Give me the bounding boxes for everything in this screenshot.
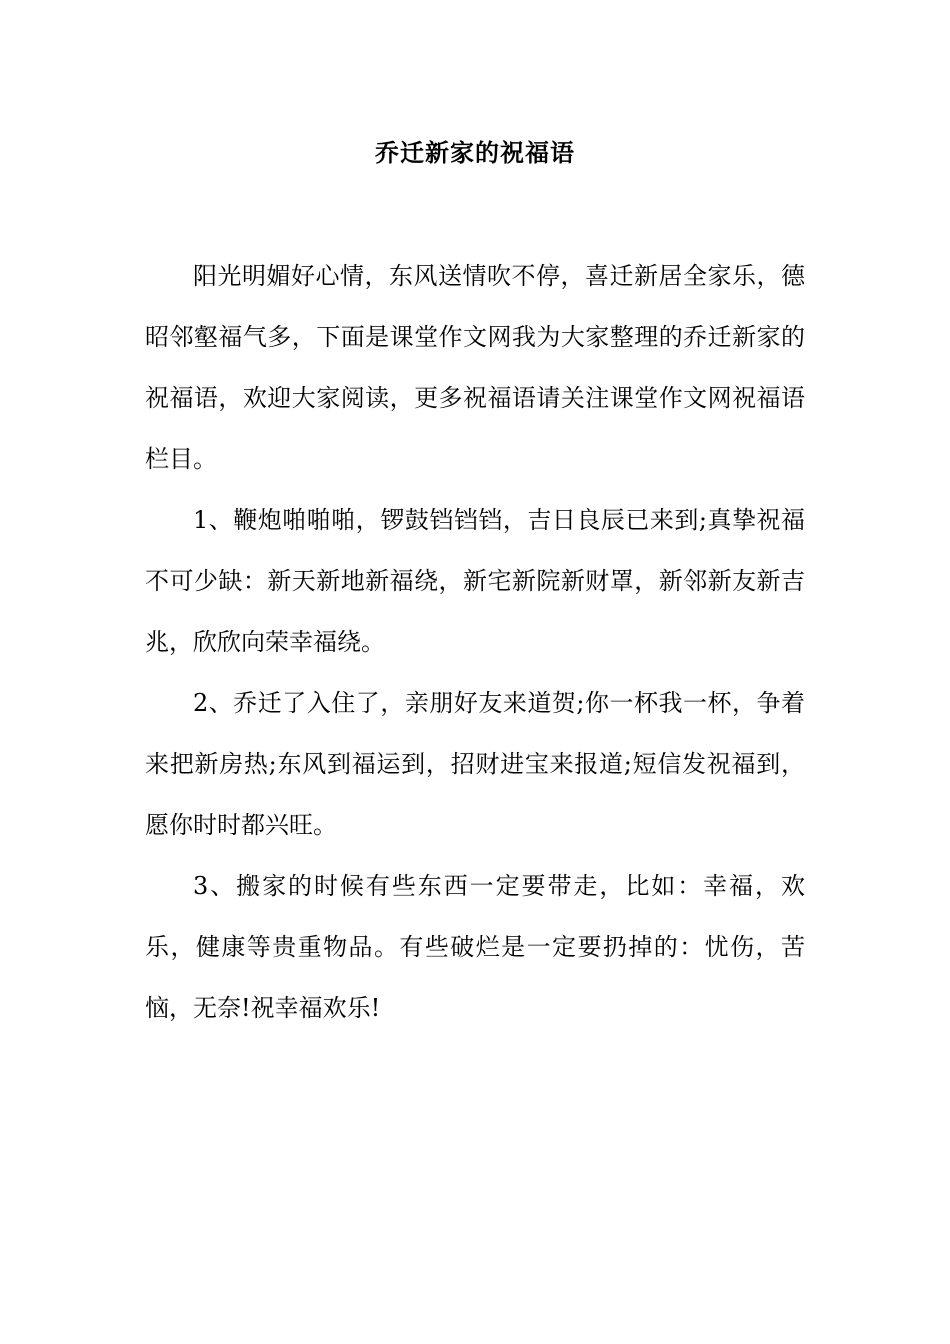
document-body bbox=[145, 246, 805, 1039]
blessing-paragraph-1: 1、鞭炮啪啪啪，锣鼓铛铛铛，吉日良辰已来到;真挚祝福不可少缺：新天新地新福绕，新宅新院新财罩，新邻新友新吉兆，欣欣向荣幸福绕。 bbox=[145, 506, 805, 656]
blessing-paragraph-3: 3、搬家的时候有些东西一定要带走，比如：幸福，欢乐，健康等贵重物品。有些破烂是一定要扔掉的：忧伤，苦恼，无奈!祝幸福欢乐! bbox=[145, 872, 805, 1022]
intro-paragraph: 阳光明媚好心情，东风送情吹不停，喜迁新居全家乐，德昭邻壑福气多，下面是课堂作文网我为大家整理的乔迁新家的祝福语，欢迎大家阅读，更多祝福语请关注课堂作文网祝福语栏目。 bbox=[145, 262, 805, 473]
blessing-paragraph-2: 2、乔迁了入住了，亲朋好友来道贺;你一杯我一杯，争着来把新房热;东风到福运到，招财进宝来报道;短信发祝福到，愿你时时都兴旺。 bbox=[145, 689, 805, 839]
document-title: 乔迁新家的祝福语 bbox=[375, 138, 575, 167]
